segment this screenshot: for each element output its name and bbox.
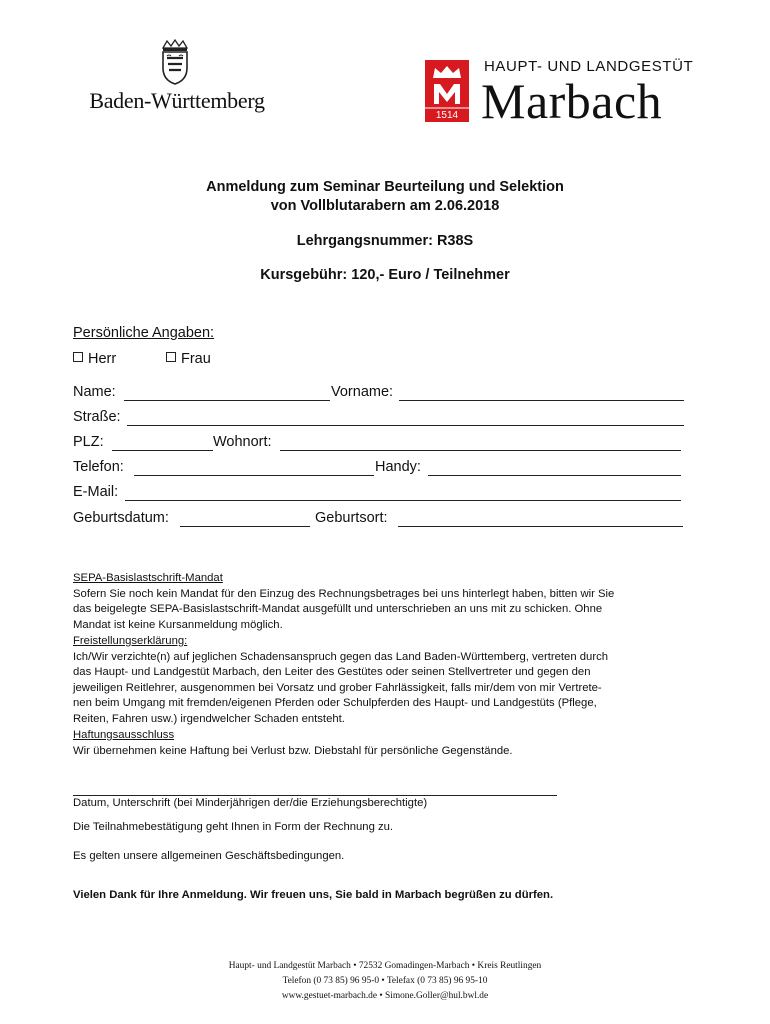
footer-web-email: www.gestuet-marbach.de • Simone.Goller@hul.bwl.de <box>281 991 489 1001</box>
signature-label: Datum, Unterschrift (bei Minderjährigen der/die Erziehungsberechtigte) <box>73 797 428 809</box>
marbach-logo-year: 1514 <box>435 110 459 121</box>
salutation-frau[interactable] <box>166 351 211 367</box>
freistellung-line: jeweiligen Reitlehrer, ausgenommen bei Vorsatz und grober Fahrlässigkeit, falls mir/dem von mir Vertrete- <box>73 681 602 694</box>
geburtsdatum-label: Geburtsdatum: <box>73 510 169 526</box>
course-number: Lehrgangsnummer: R38S <box>296 233 474 249</box>
baden-wuerttemberg-logo-text: Baden-Württemberg <box>89 88 265 113</box>
vorname-label: Vorname: <box>331 384 394 400</box>
baden-wuerttemberg-crest-icon <box>155 38 195 91</box>
geburtsort-label: Geburtsort: <box>315 510 388 526</box>
haftung-heading: Haftungsausschluss <box>73 729 175 741</box>
sepa-line: Mandat ist keine Kursanmeldung möglich. <box>73 618 283 631</box>
freistellung-line: Reiten, Fahren usw.) irgendwelcher Schaden entsteht. <box>73 712 345 725</box>
freistellung-line: Ich/Wir verzichte(n) auf jeglichen Schadensanspruch gegen das Land Baden-Württemberg, vertreten durch <box>73 650 609 663</box>
email-label: E-Mail: <box>73 484 119 500</box>
sepa-line: das beigelegte SEPA-Basislastschrift-Mandat ausgefüllt und unterschrieben an uns mit zu schicken. Ohne <box>73 603 603 615</box>
section-personal-data: Persönliche Angaben: <box>73 325 215 341</box>
email-field[interactable] <box>125 500 681 501</box>
sepa-section <box>73 571 705 633</box>
checkbox-icon[interactable] <box>166 352 176 362</box>
freistellung-section <box>73 634 705 727</box>
salutation-frau-label: Frau <box>181 351 211 367</box>
haftung-section <box>73 728 705 759</box>
course-fee: Kursgebühr: 120,- Euro / Teilnehmer <box>260 267 510 283</box>
freistellung-line: das Haupt- und Landgestüt Marbach, den Leiter des Gestütes oder seinen Stellvertreter und gegen den <box>73 666 591 678</box>
signature-field[interactable] <box>73 795 557 796</box>
marbach-logo-subtitle: HAUPT- UND LANDGESTÜT <box>484 58 694 75</box>
handy-label: Handy: <box>375 459 421 475</box>
marbach-logo-title: Marbach <box>481 73 663 129</box>
strasse-field[interactable] <box>127 425 684 426</box>
handy-field[interactable] <box>428 475 681 476</box>
freistellung-line: nen beim Umgang mit fremden/eigenen Pferden oder Schulpferden des Haupt- und Landgestüts (Pflege, <box>73 697 597 709</box>
geburtsort-field[interactable] <box>398 526 683 527</box>
salutation-herr[interactable] <box>73 351 116 367</box>
haftung-text: Wir übernehmen keine Haftung bei Verlust bzw. Diebstahl für persönliche Gegenstände. <box>73 744 513 757</box>
sepa-line: Sofern Sie noch kein Mandat für den Einzug des Rechnungsbetrages bei uns hinterlegt haben, bitten wir Sie <box>73 587 615 600</box>
confirmation-note: Die Teilnahmebestätigung geht Ihnen in Form der Rechnung zu. <box>73 821 394 833</box>
name-label: Name: <box>73 384 116 400</box>
telefon-field[interactable] <box>134 475 374 476</box>
page-title-line1: Anmeldung zum Seminar Beurteilung und Selektion <box>206 179 564 195</box>
wohnort-field[interactable] <box>280 450 681 451</box>
checkbox-icon[interactable] <box>73 352 83 362</box>
telefon-label: Telefon: <box>73 459 124 475</box>
geburtsdatum-field[interactable] <box>180 526 310 527</box>
wohnort-label: Wohnort: <box>213 434 272 450</box>
salutation-herr-label: Herr <box>88 351 117 367</box>
footer-address: Haupt- und Landgestüt Marbach • 72532 Gomadingen-Marbach • Kreis Reutlingen <box>228 961 542 971</box>
sepa-heading: SEPA-Basislastschrift-Mandat <box>73 572 223 584</box>
plz-field[interactable] <box>112 450 213 451</box>
thanks-note: Vielen Dank für Ihre Anmeldung. Wir freuen uns, Sie bald in Marbach begrüßen zu dürfen. <box>73 889 554 901</box>
footer-phone: Telefon (0 73 85) 96 95-0 • Telefax (0 73 85) 96 95-10 <box>282 976 488 986</box>
page-title-line2: von Vollblutarabern am 2.06.2018 <box>270 198 500 214</box>
vorname-field[interactable] <box>399 400 684 401</box>
terms-note: Es gelten unsere allgemeinen Geschäftsbedingungen. <box>73 850 345 862</box>
freistellung-heading: Freistellungserklärung: <box>73 635 188 647</box>
name-field[interactable] <box>124 400 330 401</box>
plz-label: PLZ: <box>73 434 104 450</box>
strasse-label: Straße: <box>73 409 121 425</box>
